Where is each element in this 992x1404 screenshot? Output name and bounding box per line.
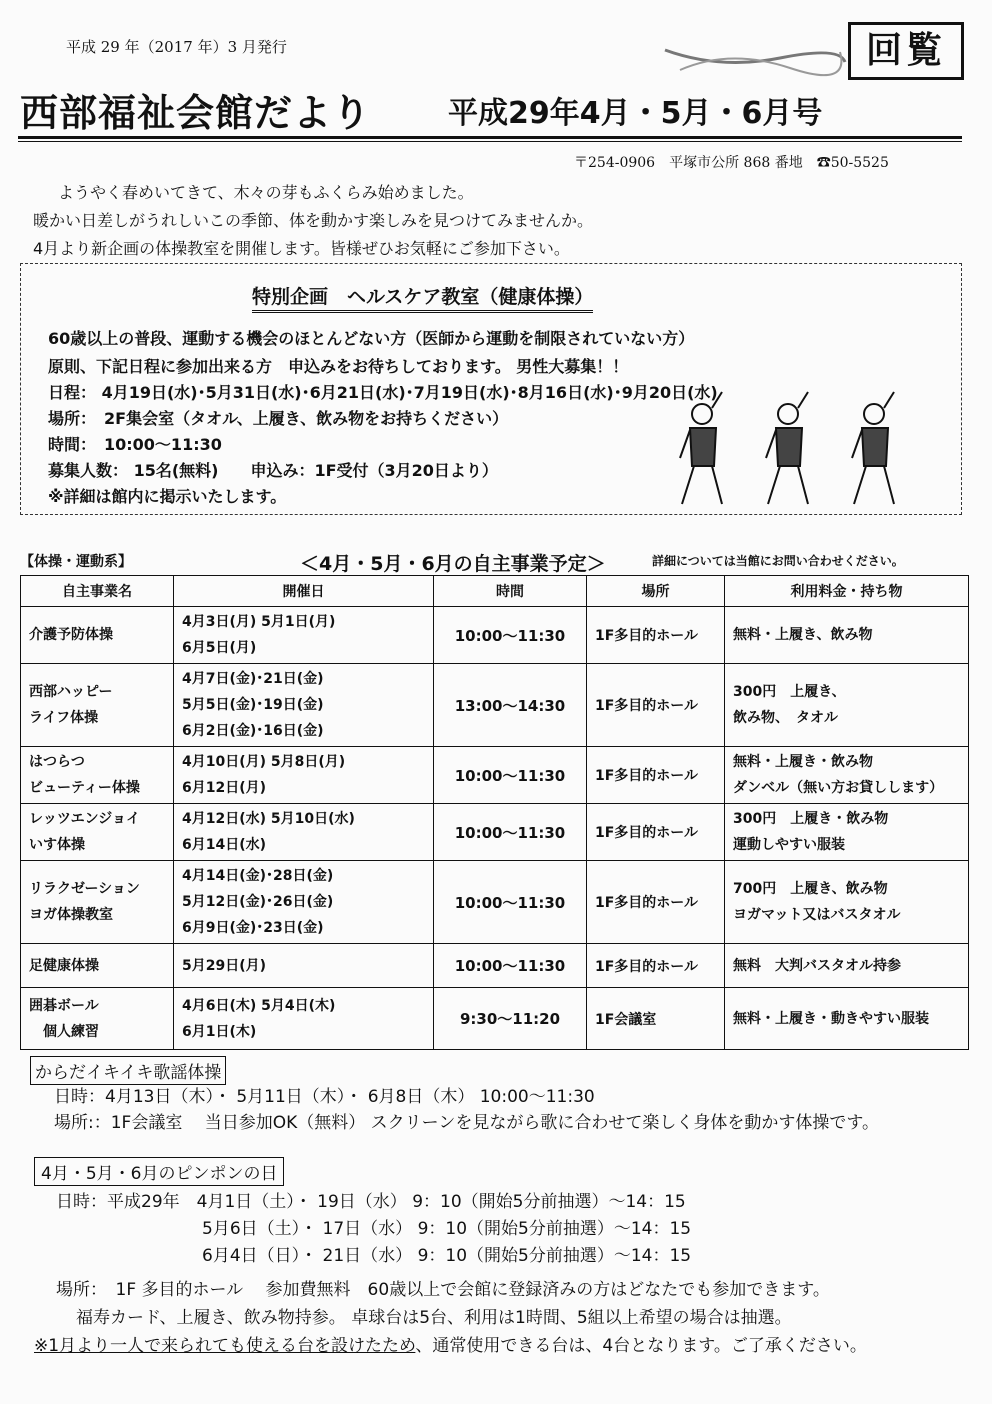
- fee-line: ヨガマット又はバスタオル: [733, 907, 901, 923]
- event-time: 10:00～11:30: [434, 747, 587, 804]
- table-row: [21, 988, 969, 1050]
- event-place: 1F多目的ホール: [587, 607, 725, 664]
- event-time: 10:00～11:30: [434, 804, 587, 861]
- address-line: 〒254-0906 平塚市公所 868 番地 ☎50-5525: [574, 155, 889, 171]
- event-fee: [725, 804, 969, 861]
- decorative-streak: [660, 40, 850, 80]
- edition-label: 平成29年4月・5月・6月号: [448, 96, 823, 131]
- pingpong-date-line: 6月4日（日）・ 21日（水） 9：10（開始5分前抽選）～14：15: [202, 1246, 692, 1266]
- table-row: [21, 747, 969, 804]
- event-name-line: 足健康体操: [29, 957, 99, 974]
- fee-line: 無料・上履き・動きやすい服装: [733, 1010, 929, 1027]
- notice-underlined-text: ※1月より一人で来られても使える台を設けたため: [34, 1336, 416, 1356]
- date-line: 4月14日(金)･28日(金): [182, 868, 334, 884]
- event-name-line: ヨガ体操教室: [29, 907, 113, 923]
- date-line: 6月12日(月): [182, 780, 267, 796]
- event-dates: [174, 988, 434, 1050]
- date-line: 4月3日(月) 5月1日(月): [182, 614, 336, 630]
- col-header: 開催日: [174, 576, 434, 607]
- date-line: 5月12日(金)･26日(金): [182, 894, 334, 910]
- date-line: 4月7日(金)･21日(金): [182, 671, 324, 687]
- special-line: 時間： 10:00～11:30: [48, 435, 222, 454]
- event-time: 9:30～11:20: [434, 988, 587, 1050]
- event-fee: [725, 944, 969, 988]
- event-name-line: ビューティー体操: [29, 780, 140, 796]
- notice-text: 、通常使用できる台は、4台となります。ご了承ください。: [415, 1336, 867, 1356]
- fee-line: 300円 上履き、: [733, 684, 846, 700]
- special-line: 日程： 4月19日(水)･5月31日(水)･6月21日(水)･7月19日(水)･8月16日(水)･9月20日(水): [48, 383, 718, 402]
- header-rule: [18, 136, 962, 139]
- issue-date: 平成 29 年（2017 年）3 月発行: [66, 38, 287, 56]
- event-name: [21, 861, 174, 944]
- special-line: 募集人数： 15名(無料) 申込み：1F受付（3月20日より）: [48, 461, 498, 480]
- table-row: [21, 664, 969, 747]
- event-fee: [725, 664, 969, 747]
- header-rule-thin: [18, 141, 962, 142]
- event-dates: [174, 747, 434, 804]
- date-line: 4月12日(水) 5月10日(水): [182, 811, 355, 827]
- event-fee: [725, 988, 969, 1050]
- table-row: [21, 861, 969, 944]
- fee-line: 飲み物、 タオル: [733, 710, 838, 726]
- section-label: 【体操・運動系】: [20, 554, 132, 570]
- exercise-figures-illustration: [660, 388, 920, 510]
- fee-line: 300円 上履き・飲み物: [733, 811, 889, 827]
- date-line: 6月5日(月): [182, 640, 257, 656]
- event-dates: [174, 607, 434, 664]
- col-header: 自主事業名: [21, 576, 174, 607]
- event-dates: [174, 664, 434, 747]
- event-dates: [174, 804, 434, 861]
- date-line: 6月14日(水): [182, 837, 267, 853]
- fee-line: 無料・上履き・飲み物: [733, 754, 873, 770]
- event-place: 1F多目的ホール: [587, 861, 725, 944]
- date-line: 4月6日(木) 5月4日(木): [182, 997, 336, 1014]
- event-fee: [725, 861, 969, 944]
- fee-line: 無料 大判バスタオル持参: [733, 957, 901, 974]
- pingpong-date-line: 日時：平成29年 4月1日（土）・ 19日（水） 9：10（開始5分前抽選）～14：15: [56, 1192, 686, 1212]
- event-name-line: はつらつ: [29, 754, 85, 770]
- event-time: 13:00～14:30: [434, 664, 587, 747]
- special-line: ※詳細は館内に掲示いたします。: [48, 487, 287, 506]
- event-name: [21, 944, 174, 988]
- event-dates: [174, 861, 434, 944]
- event-name: [21, 988, 174, 1050]
- event-name: [21, 747, 174, 804]
- event-fee: [725, 747, 969, 804]
- pingpong-items-line: 福寿カード、上履き、飲み物持参。 卓球台は5台、利用は1時間、5組以上希望の場合は抽選。: [76, 1308, 792, 1328]
- newsletter-title: 西部福祉会館だより: [20, 91, 372, 135]
- col-header: 場所: [587, 576, 725, 607]
- special-line: 場所： 2F集会室（タオル、上履き、飲み物をお持ちください）: [48, 409, 509, 428]
- event-name-line: リラクゼーション: [29, 881, 140, 897]
- event-place: 1F多目的ホール: [587, 944, 725, 988]
- event-time: 10:00～11:30: [434, 861, 587, 944]
- event-name: [21, 607, 174, 664]
- event-dates: [174, 944, 434, 988]
- fee-line: 無料・上履き、飲み物: [733, 627, 873, 643]
- event-place: 1F多目的ホール: [587, 747, 725, 804]
- karada-place-line: 場所:：1F会議室 当日参加OK（無料） スクリーンを見ながら歌に合わせて楽しく身体を動かす体操です。: [54, 1113, 879, 1133]
- special-line: 60歳以上の普段、運動する機会のほとんどない方（医師から運動を制限されていない方）: [48, 329, 695, 348]
- date-line: 4月10日(月) 5月8日(月): [182, 754, 346, 770]
- date-line: 5月5日(金)･19日(金): [182, 697, 324, 713]
- event-place: 1F多目的ホール: [587, 664, 725, 747]
- special-line: 原則、下記日程に参加出来る方 申込みをお待ちしております。 男性大募集！！: [48, 357, 629, 376]
- detail-note: 詳細については当館にお問い合わせください。: [652, 554, 904, 568]
- event-fee: [725, 607, 969, 664]
- event-name: [21, 664, 174, 747]
- schedule-title: ＜4月・5月・6月の自主事業予定＞: [300, 553, 606, 575]
- event-time: 10:00～11:30: [434, 944, 587, 988]
- event-name-line: 介護予防体操: [29, 627, 113, 643]
- circulation-stamp: 回覧: [848, 22, 964, 80]
- events-table: [20, 575, 969, 1050]
- event-name-line: 個人練習: [29, 1023, 99, 1040]
- pingpong-section-title: 4月・5月・6月のピンポンの日: [34, 1157, 284, 1186]
- event-name-line: 囲碁ボール: [29, 997, 99, 1014]
- intro-line: 暖かい日差しがうれしいこの季節、体を動かす楽しみを見つけてみませんか。: [33, 211, 594, 230]
- fee-line: 運動しやすい服装: [733, 837, 845, 853]
- karada-section-title: からだイキイキ歌謡体操: [30, 1056, 226, 1085]
- event-name-line: レッツエンジョイ: [29, 811, 140, 827]
- table-header-row: [21, 576, 969, 607]
- date-line: 5月29日(月): [182, 957, 267, 974]
- event-name-line: ライフ体操: [29, 710, 99, 726]
- event-name: [21, 804, 174, 861]
- event-time: 10:00～11:30: [434, 607, 587, 664]
- col-header: 利用料金・持ち物: [725, 576, 969, 607]
- pingpong-place-line: 場所： 1F 多目的ホール 参加費無料 60歳以上で会館に登録済みの方はどなたでも参加できます。: [56, 1280, 830, 1300]
- pingpong-date-line: 5月6日（土）・ 17日（水） 9：10（開始5分前抽選）～14：15: [202, 1219, 692, 1239]
- special-program-title: 特別企画 ヘルスケア教室（健康体操）: [252, 282, 593, 313]
- event-place: 1F会議室: [587, 988, 725, 1050]
- event-place: 1F多目的ホール: [587, 804, 725, 861]
- karada-date-line: 日時：4月13日（木）・ 5月11日（木）・ 6月8日（木） 10:00～11:30: [54, 1087, 595, 1107]
- event-name-line: 西部ハッピー: [29, 684, 113, 700]
- intro-line: ようやく春めいてきて、木々の芽もふくらみ始めました。: [58, 183, 474, 202]
- table-row: [21, 804, 969, 861]
- date-line: 6月1日(木): [182, 1023, 257, 1040]
- date-line: 6月2日(金)･16日(金): [182, 723, 324, 739]
- col-header: 時間: [434, 576, 587, 607]
- pingpong-notice: [34, 1331, 867, 1356]
- fee-line: 700円 上履き、飲み物: [733, 881, 888, 897]
- event-name-line: いす体操: [29, 837, 85, 853]
- table-row: [21, 607, 969, 664]
- table-row: [21, 944, 969, 988]
- fee-line: ダンベル（無い方お貸しします）: [733, 780, 944, 796]
- date-line: 6月9日(金)･23日(金): [182, 920, 324, 936]
- intro-line: 4月より新企画の体操教室を開催します。皆様ぜひお気軽にご参加下さい。: [33, 239, 570, 258]
